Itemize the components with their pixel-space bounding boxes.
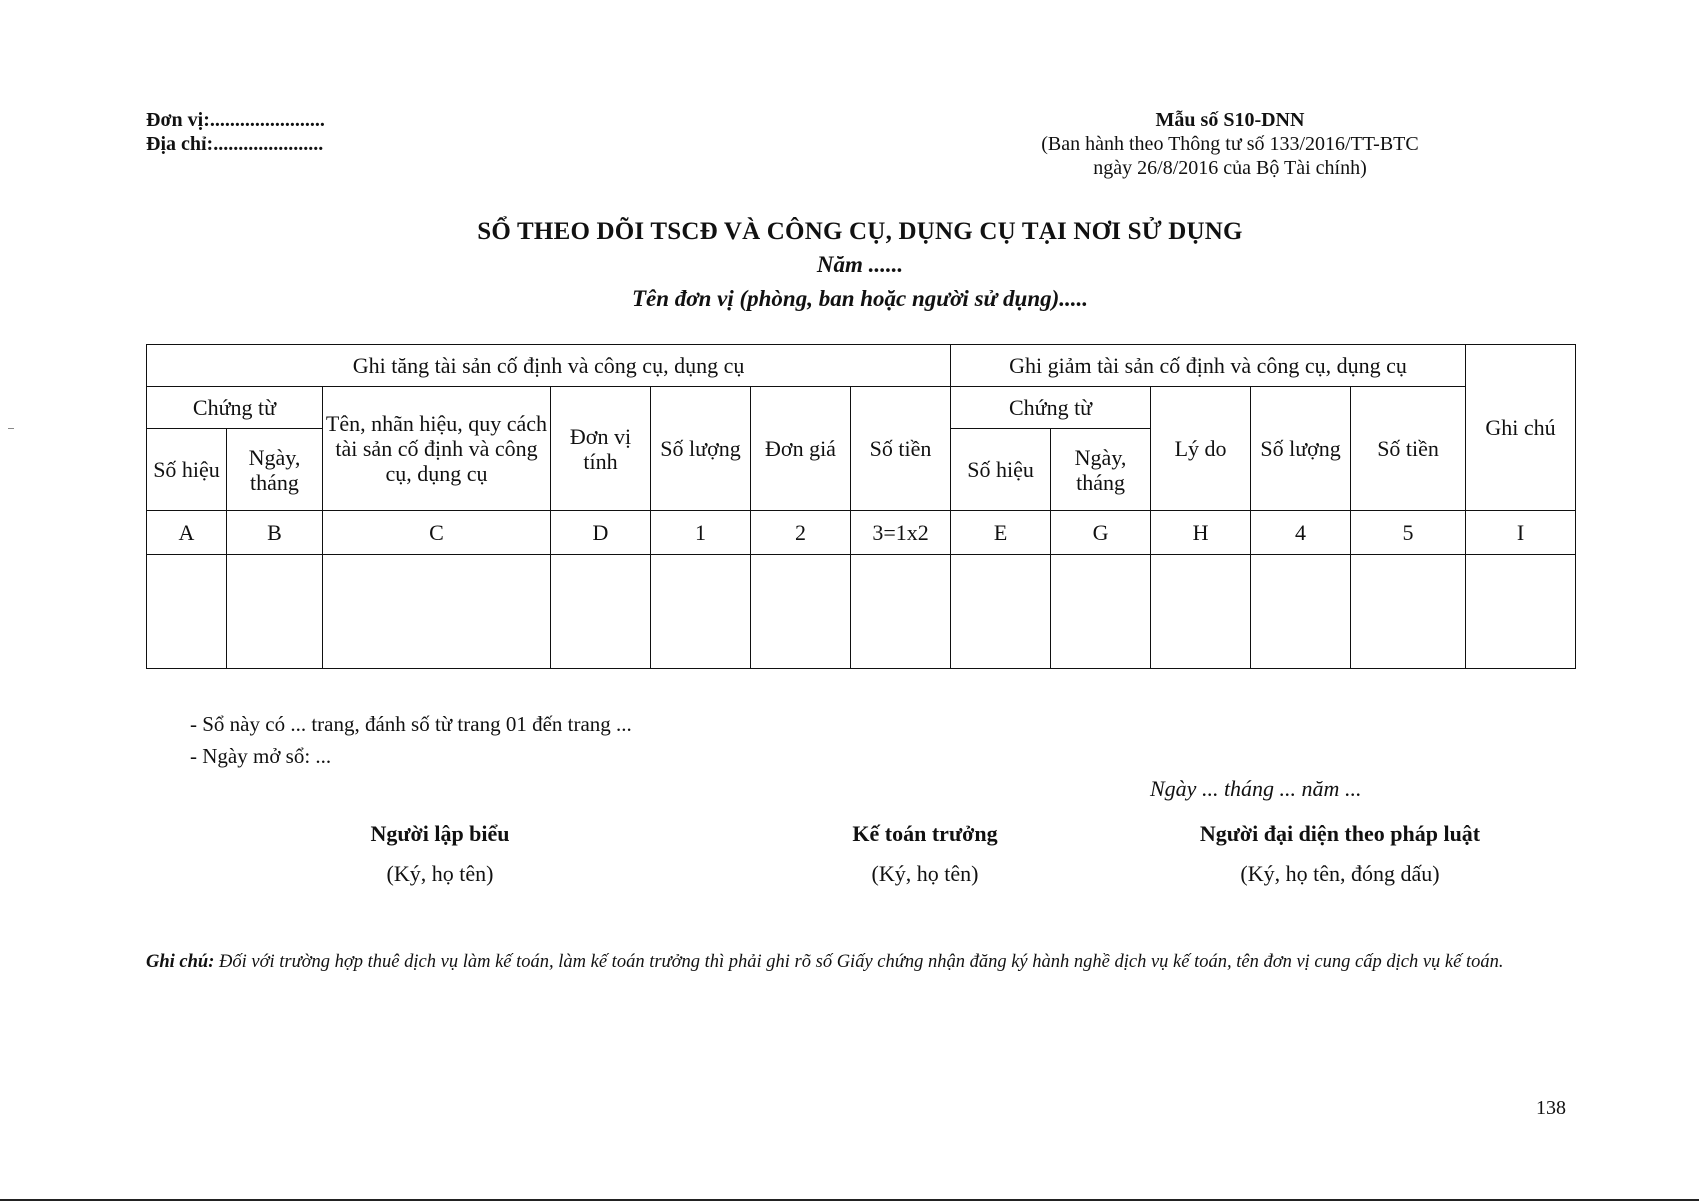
code-cell: I xyxy=(1466,511,1576,555)
decrease-group-header: Ghi giảm tài sản cố định và công cụ, dụng cụ xyxy=(951,345,1466,387)
footnote-text: Đối với trường hợp thuê dịch vụ làm kế toán, làm kế toán trưởng thì phải ghi rõ số Giấy chứng nhận đăng ký hành nghề dịch vụ kế toán, tên đơn vị cung cấp dịch vụ kế toán. xyxy=(214,952,1504,972)
code-cell: C xyxy=(323,511,551,555)
amount-header: Số tiền xyxy=(851,387,951,511)
decrease-voucher-header: Chứng từ xyxy=(951,387,1151,429)
empty-cell xyxy=(651,555,751,669)
page-count-note: - Sổ này có ... trang, đánh số từ trang 01 đến trang ... xyxy=(190,712,632,736)
code-cell: 3=1x2 xyxy=(851,511,951,555)
year-subtitle: Năm ...... xyxy=(816,252,904,277)
empty-cell xyxy=(1251,555,1351,669)
signature-hint: (Ký, họ tên) xyxy=(386,861,494,886)
empty-cell xyxy=(147,555,227,669)
empty-cell xyxy=(1151,555,1251,669)
increase-voucher-header: Chứng từ xyxy=(147,387,323,429)
chief-accountant-signature xyxy=(745,814,1105,894)
signature-role: Kế toán trưởng xyxy=(852,821,998,846)
decrease-quantity-header: Số lượng xyxy=(1251,387,1351,511)
page-title: SỔ THEO DÕI TSCĐ VÀ CÔNG CỤ, DỤNG CỤ TẠI NƠI SỬ DỤNG xyxy=(477,218,1243,245)
unit-header: Đơn vị tính xyxy=(551,387,651,511)
signature-hint: (Ký, họ tên) xyxy=(871,861,979,886)
issued-by: (Ban hành theo Thông tư số 133/2016/TT-BTC xyxy=(1041,133,1419,155)
book-notes xyxy=(190,708,632,772)
header-left xyxy=(146,108,325,156)
code-cell: E xyxy=(951,511,1051,555)
code-cell: D xyxy=(551,511,651,555)
increase-group-header: Ghi tăng tài sản cố định và công cụ, dụng cụ xyxy=(147,345,951,387)
open-date-note: - Ngày mở sổ: ... xyxy=(190,744,332,768)
empty-cell xyxy=(1351,555,1466,669)
page-number: 138 xyxy=(1536,1097,1566,1119)
empty-data-row xyxy=(147,555,1576,669)
empty-cell xyxy=(323,555,551,669)
empty-cell xyxy=(751,555,851,669)
note-header: Ghi chú xyxy=(1466,345,1576,511)
unit-price-header: Đơn giá xyxy=(751,387,851,511)
code-cell: 1 xyxy=(651,511,751,555)
quantity-header: Số lượng xyxy=(651,387,751,511)
code-cell: B xyxy=(227,511,323,555)
ledger-table xyxy=(146,344,1576,669)
footnote-label: Ghi chú: xyxy=(146,952,215,972)
scan-mark xyxy=(8,428,14,429)
code-cell: H xyxy=(1151,511,1251,555)
code-cell: G xyxy=(1051,511,1151,555)
preparer-signature xyxy=(260,814,620,894)
code-cell: A xyxy=(147,511,227,555)
unit-subtitle: Tên đơn vị (phòng, ban hoặc người sử dụng)..... xyxy=(631,286,1089,311)
legal-rep-signature xyxy=(1140,814,1540,894)
increase-voucher-date-header: Ngày, tháng xyxy=(227,429,323,511)
empty-cell xyxy=(1466,555,1576,669)
reason-header: Lý do xyxy=(1151,387,1251,511)
code-row xyxy=(147,511,1576,555)
subheader-row xyxy=(147,387,1576,429)
bottom-rule xyxy=(0,1199,1699,1201)
empty-cell xyxy=(227,555,323,669)
increase-voucher-no-header: Số hiệu xyxy=(147,429,227,511)
asset-name-header: Tên, nhãn hiệu, quy cách tài sản cố định và công cụ, dụng cụ xyxy=(323,387,551,511)
date-line: Ngày ... tháng ... năm ... xyxy=(1150,776,1362,801)
code-cell: 5 xyxy=(1351,511,1466,555)
code-cell: 4 xyxy=(1251,511,1351,555)
group-header-row xyxy=(147,345,1576,387)
code-cell: 2 xyxy=(751,511,851,555)
signature-role: Người lập biểu xyxy=(370,821,510,846)
signature-hint: (Ký, họ tên, đóng dấu) xyxy=(1240,861,1440,886)
footnote xyxy=(146,948,1586,976)
unit-line: Đơn vị:....................... xyxy=(146,109,325,131)
decrease-voucher-no-header: Số hiệu xyxy=(951,429,1051,511)
header-right xyxy=(990,108,1470,180)
empty-cell xyxy=(951,555,1051,669)
issued-date: ngày 26/8/2016 của Bộ Tài chính) xyxy=(1093,157,1367,179)
empty-cell xyxy=(551,555,651,669)
signature-role: Người đại diện theo pháp luật xyxy=(1199,821,1481,846)
decrease-amount-header: Số tiền xyxy=(1351,387,1466,511)
address-line: Địa chỉ:...................... xyxy=(146,133,324,155)
decrease-voucher-date-header: Ngày, tháng xyxy=(1051,429,1151,511)
empty-cell xyxy=(851,555,951,669)
empty-cell xyxy=(1051,555,1151,669)
form-number: Mẫu số S10-DNN xyxy=(1155,109,1305,131)
